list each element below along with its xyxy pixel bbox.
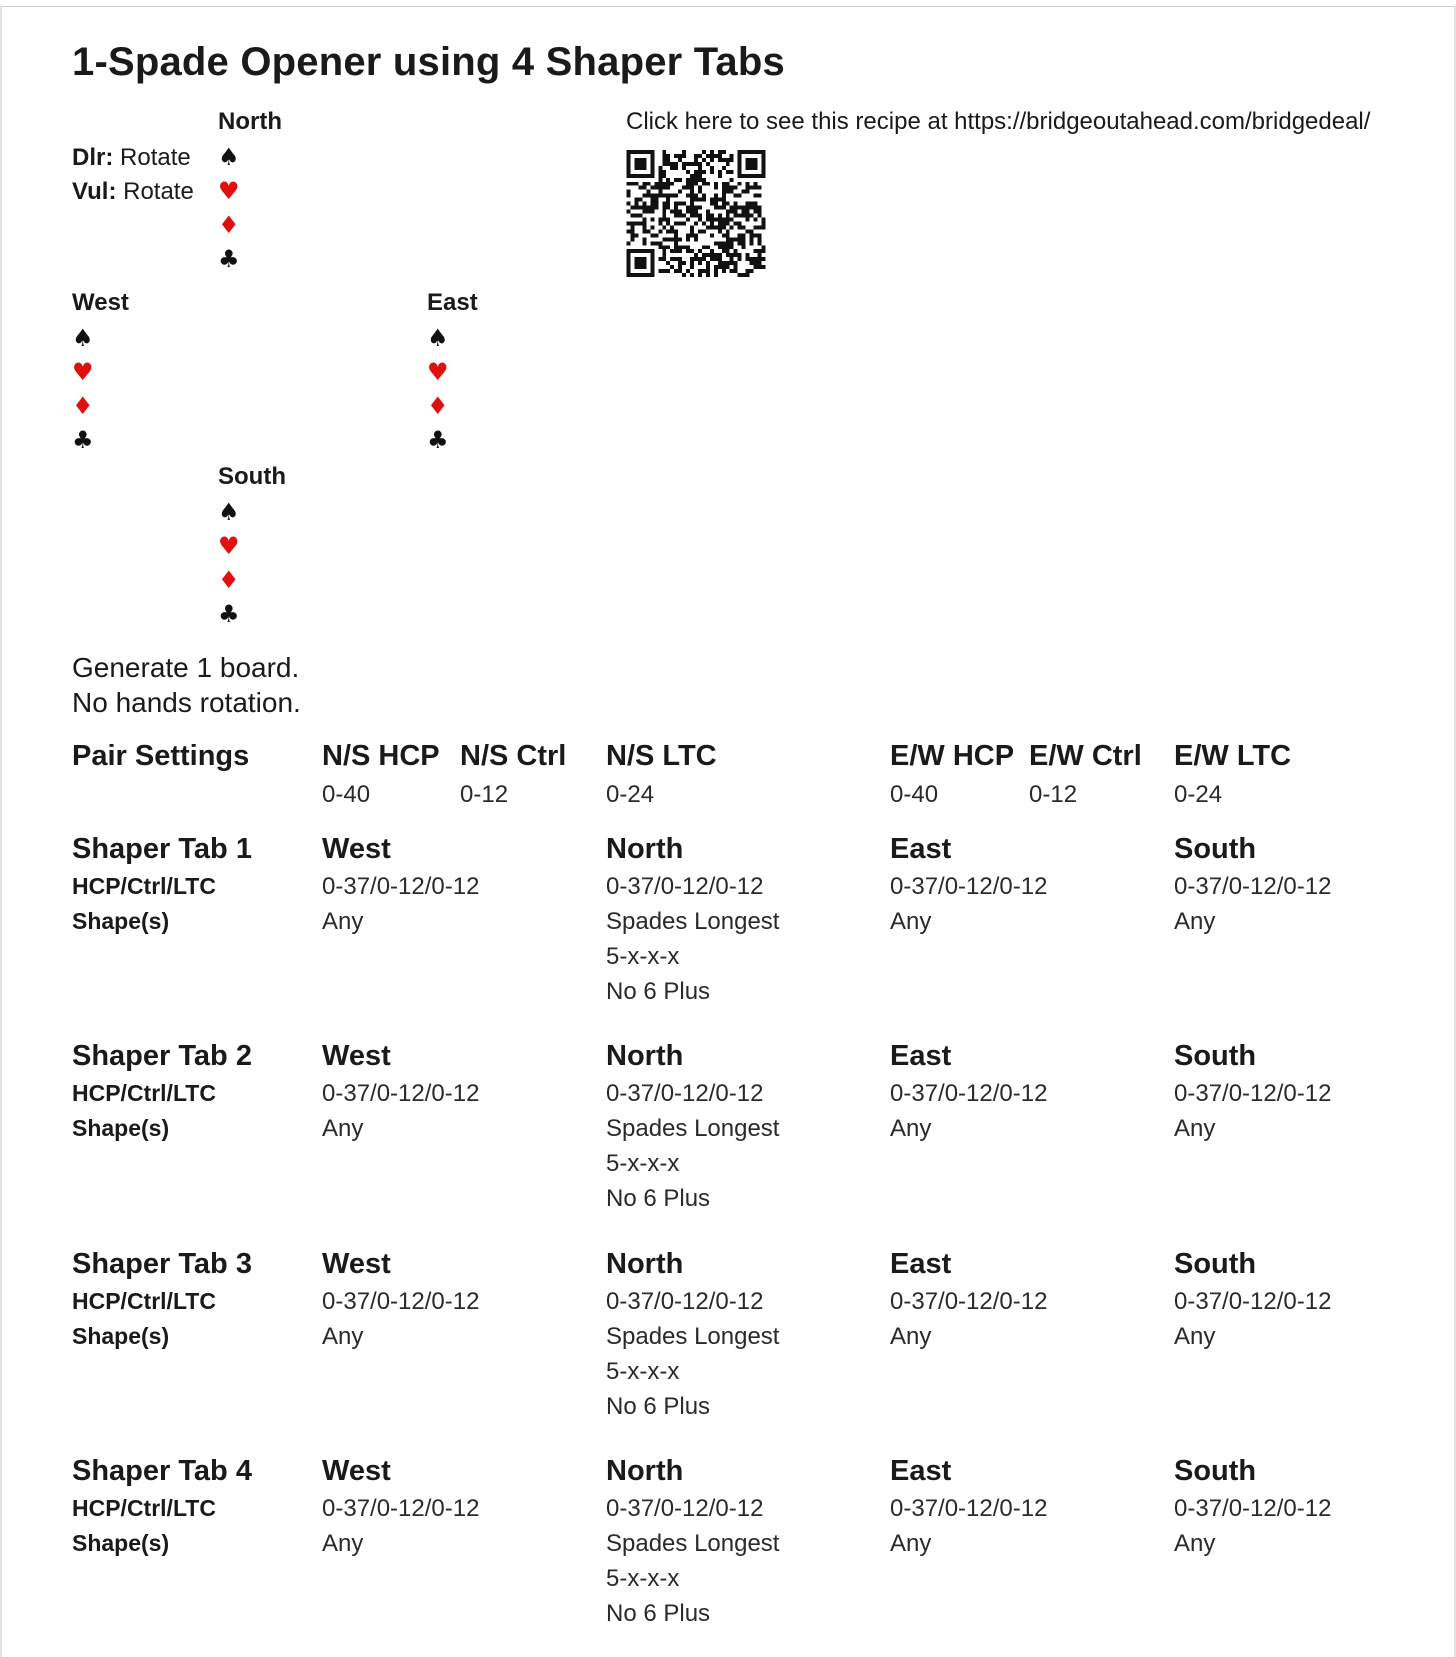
east-shape-value: Any (890, 1530, 932, 1557)
vul-value: Rotate (123, 178, 194, 205)
south-shape-value: Any (1174, 908, 1216, 935)
east-column-header: East (890, 833, 952, 865)
spade-icon: ♠ (218, 143, 240, 171)
west-shape-value: Any (322, 908, 364, 935)
east-range-value: 0-37/0-12/0-12 (890, 873, 1048, 900)
south-column-header: South (1174, 833, 1257, 865)
west-column-header: West (322, 1248, 391, 1280)
north-shape-pattern: 5-x-x-x (606, 1358, 680, 1385)
ns-ctrl-value: 0-12 (460, 781, 509, 808)
north-range-value: 0-37/0-12/0-12 (606, 1495, 764, 1522)
west-range-value: 0-37/0-12/0-12 (322, 1495, 480, 1522)
shapes-label: Shape(s) (72, 908, 170, 934)
south-column-header: South (1174, 1040, 1257, 1072)
spade-icon: ♠ (72, 324, 94, 352)
east-shape-value: Any (890, 1323, 932, 1350)
shaper-tab-title: Shaper Tab 4 (72, 1455, 252, 1487)
north-shape-value: Spades Longest (606, 1323, 780, 1350)
north-shape-value: Spades Longest (606, 1530, 780, 1557)
page-border-left (0, 6, 2, 1657)
south-shape-value: Any (1174, 1115, 1216, 1142)
hcp-ctrl-ltc-label: HCP/Ctrl/LTC (72, 1080, 216, 1106)
north-range-value: 0-37/0-12/0-12 (606, 873, 764, 900)
east-hand-label: East (427, 289, 478, 316)
north-shape-restriction: No 6 Plus (606, 1600, 711, 1627)
north-shape-value: Spades Longest (606, 1115, 780, 1142)
spade-icon: ♠ (218, 498, 240, 526)
hcp-ctrl-ltc-label: HCP/Ctrl/LTC (72, 1495, 216, 1521)
diamond-icon: ♦ (218, 211, 240, 239)
dealer-line (72, 144, 191, 172)
vul-label: Vul: (72, 178, 117, 205)
north-shape-pattern: 5-x-x-x (606, 1150, 680, 1177)
shaper-tab-title: Shaper Tab 3 (72, 1248, 252, 1280)
north-range-value: 0-37/0-12/0-12 (606, 1288, 764, 1315)
north-range-value: 0-37/0-12/0-12 (606, 1080, 764, 1107)
west-column-header: West (322, 833, 391, 865)
east-column-header: East (890, 1455, 952, 1487)
north-shape-pattern: 5-x-x-x (606, 1565, 680, 1592)
ew-hcp-header: E/W HCP (890, 740, 1015, 772)
generate-info (72, 650, 301, 720)
hcp-ctrl-ltc-label: HCP/Ctrl/LTC (72, 1288, 216, 1314)
south-hand-suits (218, 495, 240, 631)
shapes-label: Shape(s) (72, 1323, 170, 1349)
vul-line (72, 178, 194, 206)
shaper-tab-title: Shaper Tab 1 (72, 833, 252, 865)
north-hand-suits (218, 140, 240, 276)
shapes-label: Shape(s) (72, 1530, 170, 1556)
club-icon: ♣ (218, 600, 240, 628)
south-range-value: 0-37/0-12/0-12 (1174, 1080, 1332, 1107)
pair-settings-label: Pair Settings (72, 740, 250, 772)
ew-hcp-value: 0-40 (890, 781, 939, 808)
heart-icon: ♥ (72, 358, 94, 386)
west-hand-suits (72, 321, 94, 457)
east-range-value: 0-37/0-12/0-12 (890, 1495, 1048, 1522)
diamond-icon: ♦ (427, 392, 449, 420)
south-range-value: 0-37/0-12/0-12 (1174, 1495, 1332, 1522)
north-shape-restriction: No 6 Plus (606, 1393, 711, 1420)
north-column-header: North (606, 1040, 684, 1072)
dealer-value: Rotate (120, 144, 191, 171)
south-range-value: 0-37/0-12/0-12 (1174, 873, 1332, 900)
dealer-label: Dlr: (72, 144, 114, 171)
north-shape-pattern: 5-x-x-x (606, 943, 680, 970)
east-column-header: East (890, 1040, 952, 1072)
recipe-link[interactable]: Click here to see this recipe at https://bridgeoutahead.com/bridgedeal/ (626, 108, 1371, 135)
north-shape-value: Spades Longest (606, 908, 780, 935)
east-shape-value: Any (890, 908, 932, 935)
west-column-header: West (322, 1455, 391, 1487)
shaper-tab-title: Shaper Tab 2 (72, 1040, 252, 1072)
page-border-top (0, 6, 1456, 7)
north-shape-restriction: No 6 Plus (606, 1185, 711, 1212)
east-hand-suits (427, 321, 449, 457)
east-column-header: East (890, 1248, 952, 1280)
qr-code-image[interactable] (626, 150, 766, 277)
ew-ltc-value: 0-24 (1174, 781, 1223, 808)
west-shape-value: Any (322, 1115, 364, 1142)
heart-icon: ♥ (218, 177, 240, 205)
ns-hcp-value: 0-40 (322, 781, 371, 808)
ns-ctrl-header: N/S Ctrl (460, 740, 567, 772)
east-shape-value: Any (890, 1115, 932, 1142)
hcp-ctrl-ltc-label: HCP/Ctrl/LTC (72, 873, 216, 899)
rotation-text: No hands rotation. (72, 687, 301, 718)
north-column-header: North (606, 833, 684, 865)
south-shape-value: Any (1174, 1530, 1216, 1557)
club-icon: ♣ (218, 245, 240, 273)
south-shape-value: Any (1174, 1323, 1216, 1350)
east-range-value: 0-37/0-12/0-12 (890, 1288, 1048, 1315)
north-column-header: North (606, 1248, 684, 1280)
ns-ltc-header: N/S LTC (606, 740, 717, 772)
west-hand-label: West (72, 289, 129, 316)
east-range-value: 0-37/0-12/0-12 (890, 1080, 1048, 1107)
north-hand-label: North (218, 108, 282, 135)
south-hand-label: South (218, 463, 286, 490)
page-title: 1-Spade Opener using 4 Shaper Tabs (72, 40, 785, 84)
club-icon: ♣ (72, 426, 94, 454)
north-column-header: North (606, 1455, 684, 1487)
ns-hcp-header: N/S HCP (322, 740, 440, 772)
north-shape-restriction: No 6 Plus (606, 978, 711, 1005)
diamond-icon: ♦ (72, 392, 94, 420)
ew-ctrl-header: E/W Ctrl (1029, 740, 1142, 772)
south-column-header: South (1174, 1455, 1257, 1487)
ns-ltc-value: 0-24 (606, 781, 655, 808)
west-range-value: 0-37/0-12/0-12 (322, 1288, 480, 1315)
west-range-value: 0-37/0-12/0-12 (322, 873, 480, 900)
west-shape-value: Any (322, 1323, 364, 1350)
shapes-label: Shape(s) (72, 1115, 170, 1141)
club-icon: ♣ (427, 426, 449, 454)
south-column-header: South (1174, 1248, 1257, 1280)
west-shape-value: Any (322, 1530, 364, 1557)
south-range-value: 0-37/0-12/0-12 (1174, 1288, 1332, 1315)
ew-ltc-header: E/W LTC (1174, 740, 1292, 772)
heart-icon: ♥ (427, 358, 449, 386)
spade-icon: ♠ (427, 324, 449, 352)
ew-ctrl-value: 0-12 (1029, 781, 1078, 808)
diamond-icon: ♦ (218, 566, 240, 594)
west-range-value: 0-37/0-12/0-12 (322, 1080, 480, 1107)
heart-icon: ♥ (218, 532, 240, 560)
generate-boards-text: Generate 1 board. (72, 652, 300, 683)
west-column-header: West (322, 1040, 391, 1072)
